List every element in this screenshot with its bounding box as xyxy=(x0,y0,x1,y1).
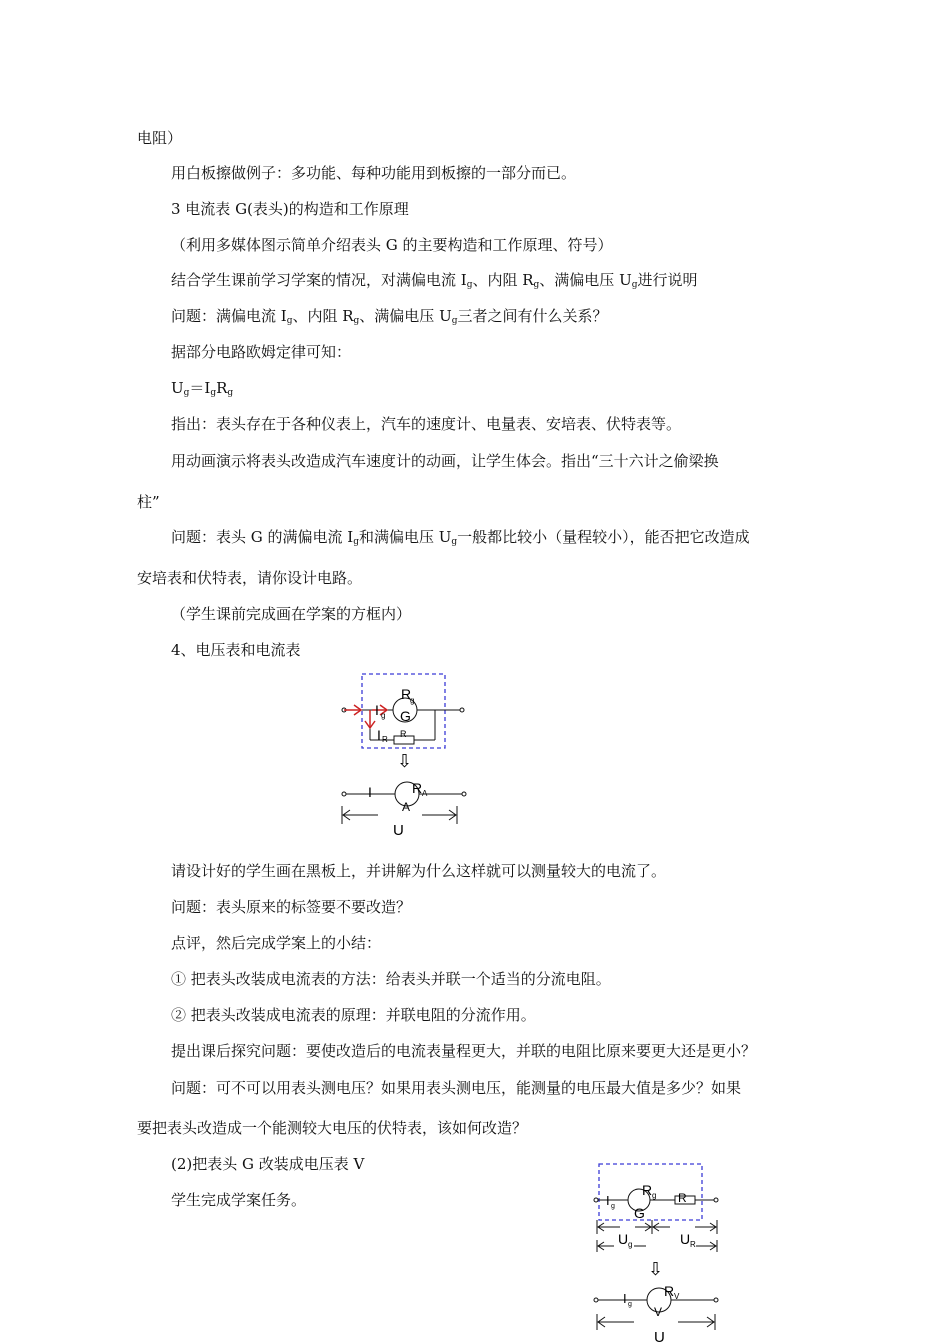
ammeter-circuit-diagram xyxy=(330,668,480,848)
svg-text:V: V xyxy=(674,1292,680,1301)
down-arrow-icon: ⇩ xyxy=(648,1259,664,1279)
label-i: I xyxy=(368,784,372,800)
section-heading-galvanometer: 3 电流表 G(表头)的构造和工作原理 xyxy=(171,200,409,218)
svg-text:R: R xyxy=(400,729,407,739)
label-ra: R xyxy=(412,780,423,796)
label-rv: R xyxy=(664,1283,675,1299)
label-ir: I xyxy=(377,727,381,743)
paragraph-explain-quantities: 结合学生课前学习学案的情况，对满偏电流 $I_g$、内阻 $R_g$、满偏电压 $U_g$进行说明 xyxy=(171,271,698,290)
paragraph-eraser-example: 用白板擦做例子：多功能、每种功能用到板擦的一部分而已。 xyxy=(171,164,577,182)
paragraph-question-voltage: 问题：可不可以用表头测电压？如果用表头测电压，能测量的电压最大值是多少？如果 xyxy=(171,1079,742,1097)
paragraph-multimedia-intro: （利用多媒体图示简单介绍表头 G 的主要构造和工作原理、符号） xyxy=(171,236,613,254)
equation-ug-igrg: $U_g=I_gR_g$ xyxy=(171,379,234,398)
label-r: R xyxy=(678,1191,687,1205)
label-g: G xyxy=(634,1205,645,1221)
svg-text:R: R xyxy=(382,735,388,744)
paragraph-inquiry-question: 提出课后探究问题：要使改造后的电流表量程更大，并联的电阻比原来要更大还是更小？ xyxy=(171,1042,757,1060)
label-rg: R xyxy=(401,686,412,702)
svg-text:R: R xyxy=(690,1240,696,1249)
paragraph-student-task: 学生完成学案任务。 xyxy=(171,1191,307,1209)
paragraph-students-draw: （学生课前完成画在学案的方框内） xyxy=(171,605,412,623)
paragraph-question-label: 问题：表头原来的标签要不要改造？ xyxy=(171,898,412,916)
svg-text:A: A xyxy=(422,789,428,798)
svg-text:g: g xyxy=(381,711,386,720)
paragraph-question-modify: 问题：表头 G 的满偏电流 $I_g$和满偏电压 $U_g$一般都比较小（量程较小），能否把它改造成 xyxy=(171,528,750,547)
paragraph-design-circuit: 安培表和伏特表，请你设计电路。 xyxy=(137,569,363,587)
paragraph-student-blackboard: 请设计好的学生画在黑板上，并讲解为什么这样就可以测量较大的电流了。 xyxy=(171,862,667,880)
label-rg: R xyxy=(642,1182,653,1198)
label-g: G xyxy=(400,708,411,724)
paragraph-question-relation: 问题：满偏电流 $I_g$、内阻 $R_g$、满偏电压 $U_g$三者之间有什么关系？ xyxy=(171,307,608,326)
svg-text:g: g xyxy=(652,1191,657,1200)
label-u: U xyxy=(393,822,404,839)
label-ug: U xyxy=(618,1231,629,1247)
down-arrow-icon: ⇩ xyxy=(397,751,413,771)
paragraph-ohms-law: 据部分电路欧姆定律可知： xyxy=(171,343,352,361)
label-ig: I xyxy=(606,1193,610,1208)
summary-item-method: ① 把表头改装成电流表的方法：给表头并联一个适当的分流电阻。 xyxy=(171,970,611,988)
label-ig-2: I xyxy=(623,1291,627,1306)
svg-text:g: g xyxy=(628,1301,632,1308)
paragraph-resistance-end: 电阻） xyxy=(137,129,183,147)
label-ig: I xyxy=(375,702,379,718)
paragraph-point-out: 指出：表头存在于各种仪表上，汽车的速度计、电量表、安培表、伏特表等。 xyxy=(171,415,682,433)
label-ur: U xyxy=(680,1231,691,1247)
label-v: V xyxy=(654,1305,663,1319)
section-heading-voltmeter: (2)把表头 G 改装成电压表 V xyxy=(171,1155,365,1173)
label-u: U xyxy=(654,1329,665,1344)
svg-text:g: g xyxy=(410,696,415,705)
paragraph-animation-end: 柱” xyxy=(137,493,160,511)
voltmeter-circuit-diagram xyxy=(590,1158,730,1344)
svg-text:g: g xyxy=(628,1240,633,1249)
paragraph-comment-summary: 点评，然后完成学案上的小结： xyxy=(171,934,382,952)
svg-text:g: g xyxy=(611,1203,615,1210)
label-a: A xyxy=(402,800,411,814)
section-heading-meters: 4、电压表和电流表 xyxy=(171,641,301,659)
paragraph-voltmeter-design: 要把表头改造成一个能测较大电压的伏特表，该如何改造？ xyxy=(137,1119,528,1137)
summary-item-principle: ② 把表头改装成电流表的原理：并联电阻的分流作用。 xyxy=(171,1006,536,1024)
paragraph-animation: 用动画演示将表头改造成汽车速度计的动画，让学生体会。指出“三十六计之偷梁换 xyxy=(171,452,719,470)
